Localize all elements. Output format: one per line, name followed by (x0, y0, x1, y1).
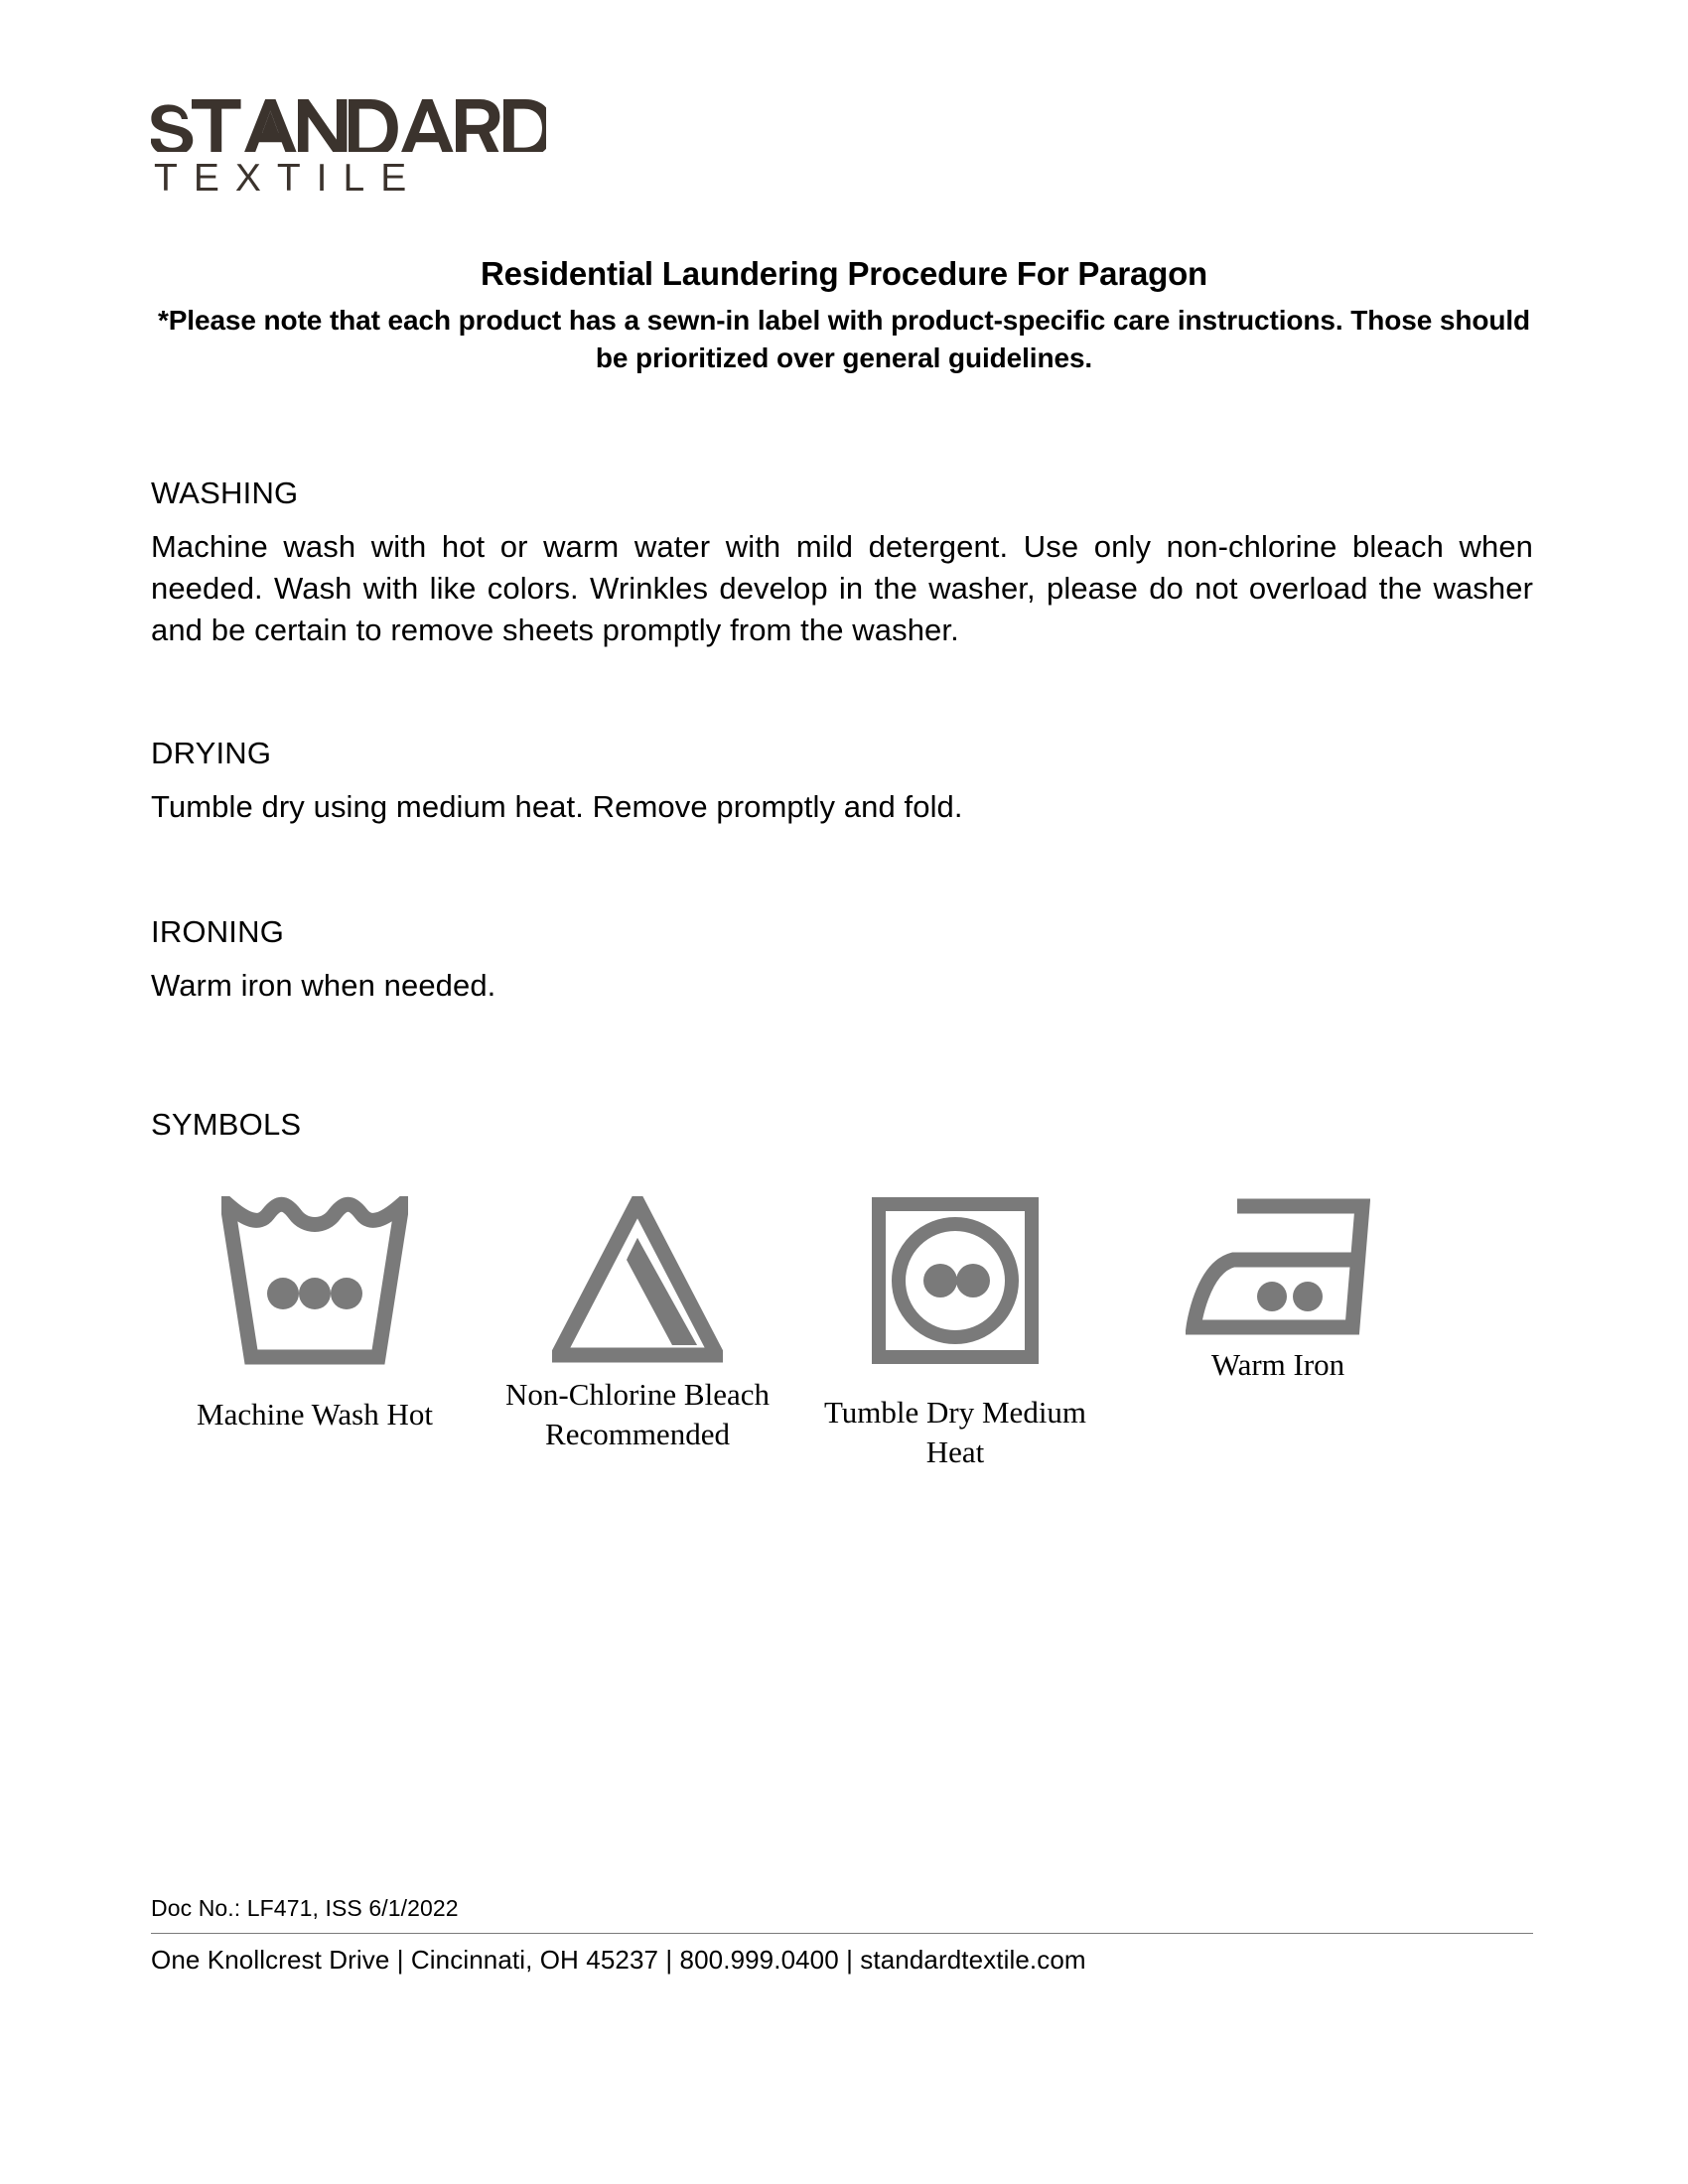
machine-wash-hot-icon (221, 1196, 408, 1373)
company-address: One Knollcrest Drive | Cincinnati, OH 45237 | 800.999.0400 | standardtextile.com (151, 1944, 1086, 1975)
symbol-label: Warm Iron (1210, 1347, 1345, 1382)
section-heading: IRONING (151, 914, 285, 950)
symbol-tumble-dry-medium (796, 1196, 1114, 1471)
title-block (139, 253, 1549, 377)
symbol-machine-wash-hot (151, 1196, 479, 1434)
section-heading: WASHING (151, 476, 299, 510)
section-heading: DRYING (151, 736, 272, 771)
symbol-label: Machine Wash Hot (197, 1397, 433, 1432)
section-text: Tumble dry using medium heat. Remove promptly and fold. (151, 788, 963, 824)
document-number: Doc No.: LF471, ISS 6/1/2022 (151, 1895, 459, 1921)
tumble-dry-medium-heat-icon (871, 1196, 1040, 1365)
section-washing (151, 475, 1533, 651)
content-body (151, 475, 1533, 1158)
page-title: Residential Laundering Procedure For Paragon (480, 255, 1207, 292)
spacer (151, 1007, 1533, 1106)
page-subtitle: *Please note that each product has a sewn-in label with product-specific care instructions. Those should be prioritized over general guidelines. (157, 304, 1531, 373)
symbol-warm-iron (1114, 1196, 1442, 1385)
section-text: Machine wash with hot or warm water with mild detergent. Use only non-chlorine bleach when needed. Wash with like colors. Wrinkles develop in the washer, please do not overload the washer and be certain to remove sheets promptly from the washer. (151, 528, 1533, 648)
care-symbols-row (151, 1196, 1541, 1471)
symbol-non-chlorine-bleach (479, 1196, 796, 1453)
brand-logo (151, 94, 546, 198)
symbol-label: Non-Chlorine Bleach Recommended (504, 1377, 770, 1451)
warm-iron-icon (1186, 1196, 1370, 1335)
spacer (151, 828, 1533, 913)
standard-wordmark-icon (151, 94, 546, 152)
section-ironing (151, 913, 1533, 1007)
footer-divider (151, 1933, 1533, 1934)
symbol-label: Tumble Dry Medium Heat (823, 1395, 1087, 1469)
section-heading: SYMBOLS (151, 1107, 302, 1143)
brand-subname: TEXTILE (154, 157, 423, 200)
section-symbols (151, 1106, 1533, 1145)
section-text: Warm iron when needed. (151, 967, 496, 1003)
page-footer (151, 1894, 1533, 1978)
spacer (151, 651, 1533, 735)
section-drying (151, 735, 1533, 828)
non-chlorine-bleach-icon (552, 1196, 723, 1363)
